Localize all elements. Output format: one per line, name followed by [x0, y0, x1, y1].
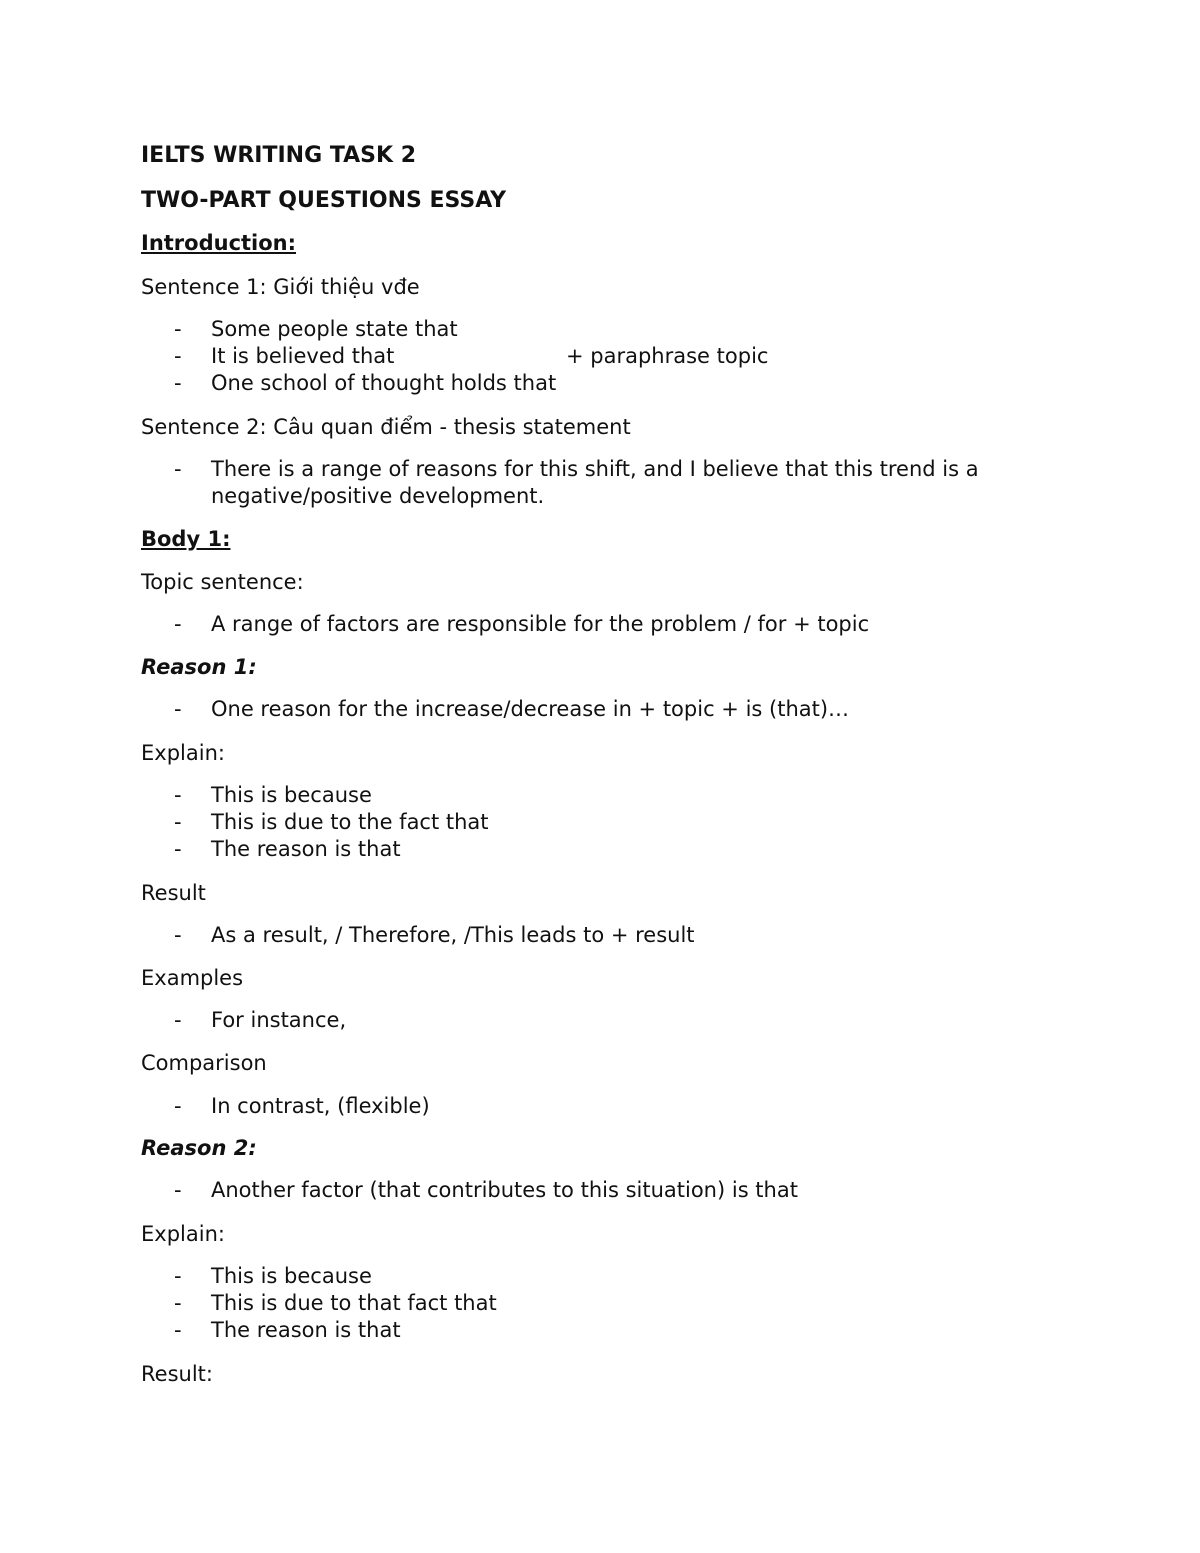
bullet-dash: - [174, 371, 182, 395]
bullet-dash: - [174, 1094, 182, 1118]
introduction-heading: Introduction: [141, 231, 297, 255]
bullet-dash: - [174, 612, 182, 636]
list-item: The reason is that [211, 837, 401, 861]
list-item: This is because [211, 783, 372, 807]
list-item: The reason is that [211, 1318, 401, 1342]
body1-heading: Body 1: [141, 527, 231, 551]
sentence1-label: Sentence 1: Giới thiệu vđe [141, 275, 420, 299]
list-item: Some people state that [211, 317, 458, 341]
result-label: Result [141, 881, 206, 905]
bullet-dash: - [174, 923, 182, 947]
bullet-dash: - [174, 1264, 182, 1288]
list-item: This is because [211, 1264, 372, 1288]
document-subtitle: TWO-PART QUESTIONS ESSAY [141, 188, 507, 213]
topic-sentence-label: Topic sentence: [141, 570, 304, 594]
list-item: As a result, / Therefore, /This leads to + result [211, 923, 695, 947]
bullet-dash: - [174, 344, 182, 368]
explain-label: Explain: [141, 741, 225, 765]
document-title: IELTS WRITING TASK 2 [141, 143, 416, 168]
result-label: Result: [141, 1362, 213, 1386]
list-item: For instance, [211, 1008, 347, 1032]
list-item: There is a range of reasons for this shift, and I believe that this trend is a [211, 457, 979, 481]
list-item: A range of factors are responsible for the problem / for + topic [211, 612, 870, 636]
bullet-dash: - [174, 810, 182, 834]
explain-label: Explain: [141, 1222, 225, 1246]
bullet-dash: - [174, 837, 182, 861]
comparison-label: Comparison [141, 1051, 267, 1075]
bullet-dash: - [174, 1008, 182, 1032]
bullet-dash: - [174, 697, 182, 721]
bullet-dash: - [174, 1291, 182, 1315]
list-item: One reason for the increase/decrease in + topic + is (that)… [211, 697, 850, 721]
list-item: In contrast, (flexible) [211, 1094, 430, 1118]
sentence2-label: Sentence 2: Câu quan điểm - thesis statement [141, 415, 631, 439]
list-item: One school of thought holds that [211, 371, 557, 395]
list-item-continuation: negative/positive development. [211, 484, 545, 508]
bullet-dash: - [174, 783, 182, 807]
reason1-heading: Reason 1: [141, 655, 257, 679]
bullet-dash: - [174, 317, 182, 341]
list-item: It is believed that [211, 344, 395, 368]
examples-label: Examples [141, 966, 244, 990]
list-item: This is due to that fact that [211, 1291, 497, 1315]
bullet-dash: - [174, 1178, 182, 1202]
reason2-heading: Reason 2: [141, 1136, 257, 1160]
list-item: Another factor (that contributes to this situation) is that [211, 1178, 798, 1202]
list-item: This is due to the fact that [211, 810, 489, 834]
paraphrase-note: + paraphrase topic [566, 344, 769, 368]
bullet-dash: - [174, 457, 182, 481]
bullet-dash: - [174, 1318, 182, 1342]
